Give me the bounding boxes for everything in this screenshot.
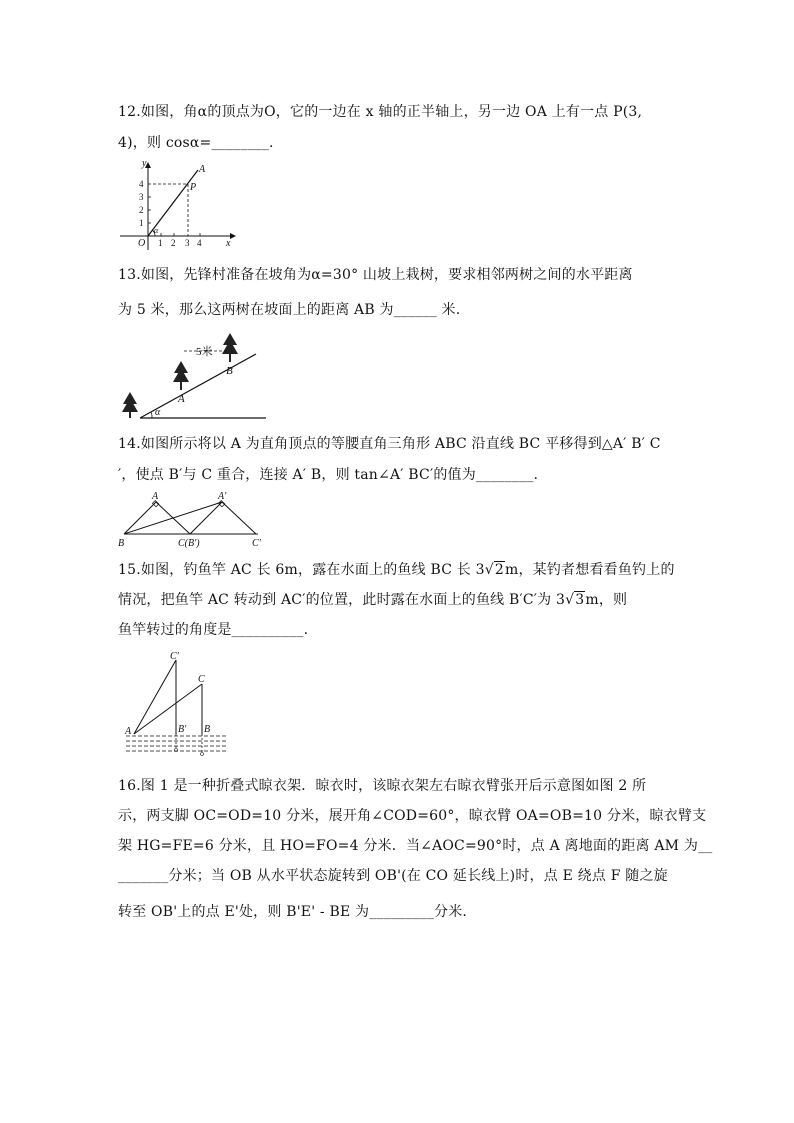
q14-line1: 14.如图所示将以 A 为直角顶点的等腰直角三角形 ABC 沿直线 BC 平移得到△A′ B′ C	[118, 436, 661, 452]
q14-a-label: A	[152, 491, 159, 502]
q12-line1: 12.如图，角α的顶点为O，它的一边在 x 轴的正半轴上，另一边 OA 上有一点 P(3,	[118, 104, 643, 120]
q13-b-label: B	[226, 365, 233, 377]
q12-line2: 4)，则 cosα=________.	[118, 135, 274, 151]
q15-b2-label: B′	[178, 724, 187, 735]
q16-line4: _______分米；当 OB 从水平状态旋转到 OB'(在 CO 延长线上)时，点 E 绕点 F 随之旋	[118, 868, 668, 884]
tree-icon	[173, 361, 189, 390]
q14-line2: ′，使点 B′与 C 重合，连接 A′ B，则 tan∠A′ BC′的值为________.	[118, 467, 539, 483]
q15-line1-radicand: 2	[494, 562, 504, 578]
q12-alpha-label: α	[154, 226, 159, 235]
q15-line1	[118, 560, 675, 580]
q15-c-label: C	[198, 674, 205, 685]
q12-a-label: A	[199, 164, 206, 175]
q15-line1-a: 15.如图，钓鱼竿 AC 长 6m，露在水面上的鱼线 BC 长 3	[118, 562, 485, 578]
q14-c2-label: C′	[252, 538, 261, 549]
q12-figure	[118, 160, 238, 252]
q12-y-label: y	[142, 158, 147, 169]
q12-ytick-1: 1	[139, 218, 144, 228]
q14-cb-label: C(B′)	[178, 538, 200, 549]
q14-figure	[118, 490, 268, 550]
q15-line3: 鱼竿转过的角度是__________.	[118, 622, 309, 638]
q15-figure	[118, 650, 233, 765]
q13-figure	[118, 332, 270, 424]
q12-p-label: P	[190, 182, 197, 193]
sqrt-symbol: √2	[484, 562, 504, 578]
q16-line5: 转至 OB'上的点 E'处，则 B'E' - BE 为_________分米.	[118, 904, 468, 920]
q15-b-label: B	[204, 724, 211, 735]
q16-line3: 架 HG=FE=6 分米，且 HO=FO=4 分米．当∠AOC=90°时，点 A 离地面的距离 AM 为__	[118, 838, 713, 854]
q15-line2-b: m，则	[585, 592, 628, 608]
q13-alpha-label: α	[155, 407, 161, 418]
q12-xtick-3: 3	[185, 238, 190, 248]
q16-line1: 16.图 1 是一种折叠式晾衣架．晾衣时，该晾衣架左右晾衣臂张开后示意图如图 2 所	[118, 778, 647, 794]
q13-line1: 13.如图，先锋村准备在坡角为α=30° 山坡上栽树，要求相邻两树之间的水平距离	[118, 267, 633, 283]
q12-xtick-4: 4	[197, 238, 202, 248]
q12-ytick-3: 3	[139, 192, 144, 202]
q13-distance-label: 5米	[196, 346, 213, 358]
q16-line2: 示，两支脚 OC=OD=10 分米，展开角∠COD=60°，晾衣臂 OA=OB=10 分米，晾衣臂支	[118, 808, 707, 824]
q15-c2-label: C′	[170, 651, 179, 662]
tree-icon	[222, 333, 238, 362]
q12-o-label: O	[138, 238, 146, 249]
q12-ytick-2: 2	[139, 205, 144, 215]
q12-ytick-4: 4	[139, 179, 144, 189]
q14-b-label: B	[118, 538, 125, 549]
q15-line2-radicand: 3	[575, 592, 585, 608]
q15-line2	[118, 590, 627, 610]
q13-a-label: A	[178, 393, 185, 405]
q12-x-label: x	[226, 238, 231, 249]
q14-a2-label: A′	[218, 491, 227, 502]
sqrt-symbol: √3	[565, 592, 585, 608]
q12-xtick-1: 1	[158, 238, 163, 248]
q15-line2-a: 情况，把鱼竿 AC 转动到 AC′的位置，此时露在水面上的鱼线 B′C′为 3	[118, 592, 566, 608]
q15-a-label: A	[125, 726, 132, 737]
q15-line1-b: m，某钓者想看看鱼钓上的	[504, 562, 675, 578]
q13-line2: 为 5 米，那么这两树在坡面上的距离 AB 为______ 米.	[118, 302, 461, 318]
tree-icon	[122, 392, 138, 418]
q12-xtick-2: 2	[171, 238, 176, 248]
